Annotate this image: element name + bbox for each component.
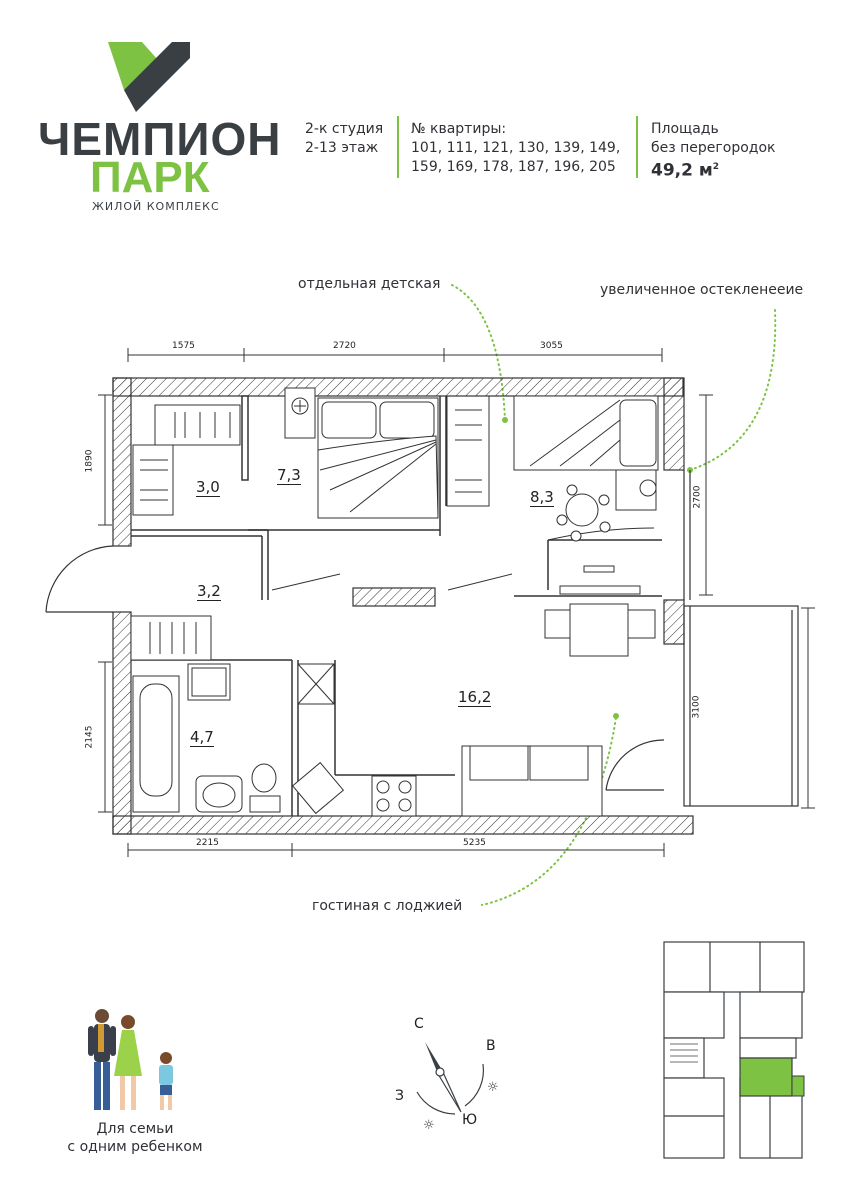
compass-south: Ю bbox=[462, 1112, 478, 1128]
dim-left-2: 2145 bbox=[84, 725, 95, 749]
dim-right-1: 2700 bbox=[692, 485, 703, 509]
dim-right-2: 3100 bbox=[691, 695, 702, 719]
area-label-1: Площадь bbox=[651, 121, 719, 137]
family-icon bbox=[80, 1008, 190, 1118]
dim-top-1: 1575 bbox=[172, 341, 195, 351]
apartment-floors: 2-13 этаж bbox=[305, 140, 379, 156]
compass-west: З bbox=[395, 1088, 404, 1104]
compass-east: В bbox=[486, 1038, 496, 1054]
family-caption bbox=[55, 1120, 215, 1156]
dim-bottom-1: 2215 bbox=[196, 838, 219, 848]
sun-icon: ☼ bbox=[487, 1080, 499, 1095]
room-area-wardrobe: 3,0 bbox=[196, 478, 220, 496]
callout-kids-room: отдельная детская bbox=[298, 276, 441, 292]
dim-top-3: 3055 bbox=[540, 341, 563, 351]
logo-subtitle: ЖИЛОЙ КОМПЛЕКС bbox=[92, 200, 220, 213]
family-caption-line1: Для семьи bbox=[96, 1121, 174, 1137]
room-area-bathroom: 4,7 bbox=[190, 728, 214, 746]
room-area-hall: 3,2 bbox=[197, 582, 221, 600]
compass-north: С bbox=[414, 1016, 424, 1032]
apartment-type-line1: 2-к студия bbox=[305, 121, 384, 137]
apartment-numbers-label: № квартиры: bbox=[411, 121, 507, 137]
logo-title: ЧЕМПИОН bbox=[38, 113, 282, 165]
room-area-living: 16,2 bbox=[458, 688, 492, 706]
dim-left-1: 1890 bbox=[84, 449, 95, 473]
callout-living-room: гостиная с лоджией bbox=[312, 898, 463, 914]
apartment-numbers-line1: 101, 111, 121, 130, 139, 149, bbox=[411, 140, 621, 156]
logo-park: ПАРК bbox=[90, 153, 210, 202]
building-key-plan bbox=[660, 940, 810, 1162]
area-value: 49,2 $м^2$ bbox=[651, 160, 720, 181]
room-area-bedroom: 7,3 bbox=[277, 466, 301, 484]
apartment-numbers-line2: 159, 169, 178, 187, 196, 205 bbox=[411, 159, 616, 175]
sun-icon: ☼ bbox=[423, 1118, 435, 1133]
dim-top-2: 2720 bbox=[333, 341, 356, 351]
family-caption-line2: с одним ребенком bbox=[67, 1139, 203, 1155]
callout-glazing: увеличенное остекленееие bbox=[600, 282, 804, 298]
area-label-2: без перегородок bbox=[651, 140, 776, 156]
dim-bottom-2: 5235 bbox=[463, 838, 486, 848]
room-area-kids: 8,3 bbox=[530, 488, 554, 506]
